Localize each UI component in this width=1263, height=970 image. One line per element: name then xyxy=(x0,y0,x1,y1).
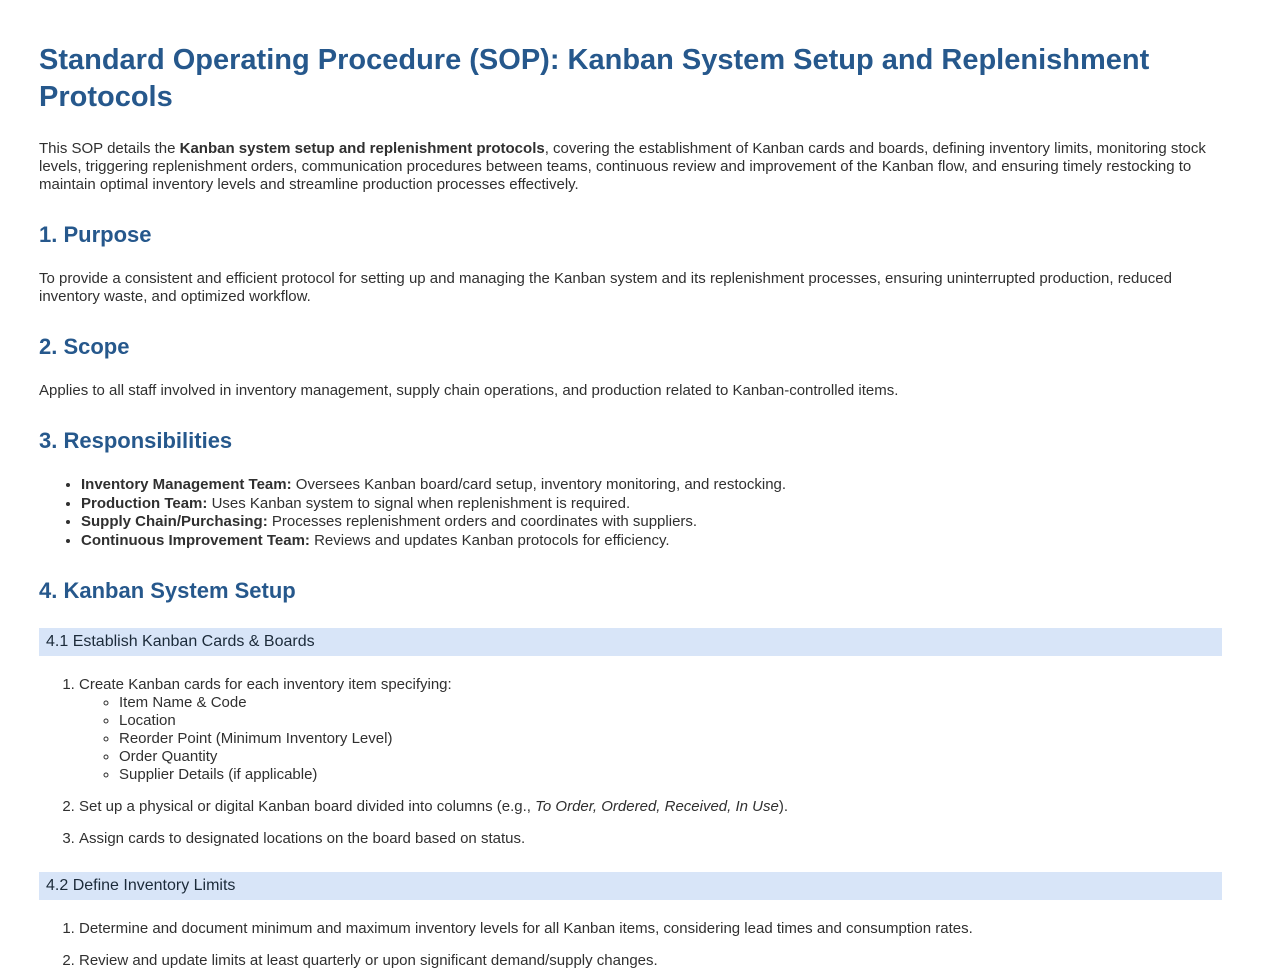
list-item xyxy=(79,798,1222,816)
list-item: 3. Assign cards to designated locations on the board based on status. xyxy=(79,830,1222,848)
intro-text-bold: Kanban system setup and replenishment protocols xyxy=(179,140,545,158)
page-title: Standard Operating Procedure (SOP): Kanban System Setup and Replenishment Protocols xyxy=(39,44,1150,114)
intro-text-pre: This SOP details the xyxy=(39,140,180,158)
step-text: Create Kanban cards for each inventory item specifying: xyxy=(79,676,452,694)
list-item xyxy=(81,513,1222,532)
purpose-paragraph: To provide a consistent and efficient protocol for setting up and managing the Kanban system and its replenishment processes, ensuring uninterrupted production, reduced inventory waste, and optimized workflow. xyxy=(39,270,1172,306)
section-heading-scope: 2. Scope xyxy=(39,334,130,360)
responsibilities-list xyxy=(39,476,1222,550)
responsibility-role: Production Team: xyxy=(81,494,208,512)
list-item: ◦ Location xyxy=(119,712,1222,730)
step-text-post: ). xyxy=(778,798,789,816)
scope-paragraph: Applies to all staff involved in inventory management, supply chain operations, and production related to Kanban-controlled items. xyxy=(39,382,899,400)
inventory-limits-steps-list xyxy=(39,920,1222,970)
list-item: ◦ Reorder Point (Minimum Inventory Level) xyxy=(119,730,1222,748)
section-heading-responsibilities: 3. Responsibilities xyxy=(39,428,233,454)
subsection-banner-4-1: 4.1 Establish Kanban Cards & Boards xyxy=(39,628,1222,656)
subsection-banner-4-2: 4.2 Define Inventory Limits xyxy=(39,872,1222,900)
intro-text-post: , covering the establishment of Kanban cards and boards, defining inventory limits, monitoring stock levels, triggering replenishment orders, communication procedures between teams, continuous review and improvement of the Kanban flow, and ensuring timely restocking to maintain optimal inventory levels and streamline production processes effectively. xyxy=(39,140,1206,194)
responsibility-role: Supply Chain/Purchasing: xyxy=(81,513,268,531)
list-item xyxy=(81,532,1222,551)
intro-paragraph xyxy=(39,140,1222,194)
responsibility-description: Processes replenishment orders and coordinates with suppliers. xyxy=(267,513,698,531)
list-item xyxy=(81,476,1222,495)
list-item: 2. Review and update limits at least quarterly or upon significant demand/supply changes. xyxy=(79,952,1222,970)
list-item xyxy=(79,676,1222,784)
list-item: ◦ Supplier Details (if applicable) xyxy=(119,766,1222,784)
list-item xyxy=(81,495,1222,514)
section-heading-purpose: 1. Purpose xyxy=(39,222,152,248)
list-item: ◦ Item Name & Code xyxy=(119,694,1222,712)
responsibility-role: Continuous Improvement Team: xyxy=(81,531,310,549)
responsibility-description: Uses Kanban system to signal when replenishment is required. xyxy=(207,494,631,512)
list-item: 1. Determine and document minimum and maximum inventory levels for all Kanban items, considering lead times and consumption rates. xyxy=(79,920,1222,938)
kanban-cards-steps-list xyxy=(39,676,1222,848)
responsibility-description: Reviews and updates Kanban protocols for efficiency. xyxy=(309,531,670,549)
step-text-italic: To Order, Ordered, Received, In Use xyxy=(535,798,779,816)
responsibility-role: Inventory Management Team: xyxy=(81,476,292,494)
responsibility-description: Oversees Kanban board/card setup, inventory monitoring, and restocking. xyxy=(291,476,787,494)
section-heading-kanban-setup: 4. Kanban System Setup xyxy=(39,578,296,604)
kanban-card-fields-list xyxy=(79,694,1222,784)
list-item: ◦ Order Quantity xyxy=(119,748,1222,766)
step-text-pre: Set up a physical or digital Kanban board divided into columns (e.g., xyxy=(79,798,536,816)
